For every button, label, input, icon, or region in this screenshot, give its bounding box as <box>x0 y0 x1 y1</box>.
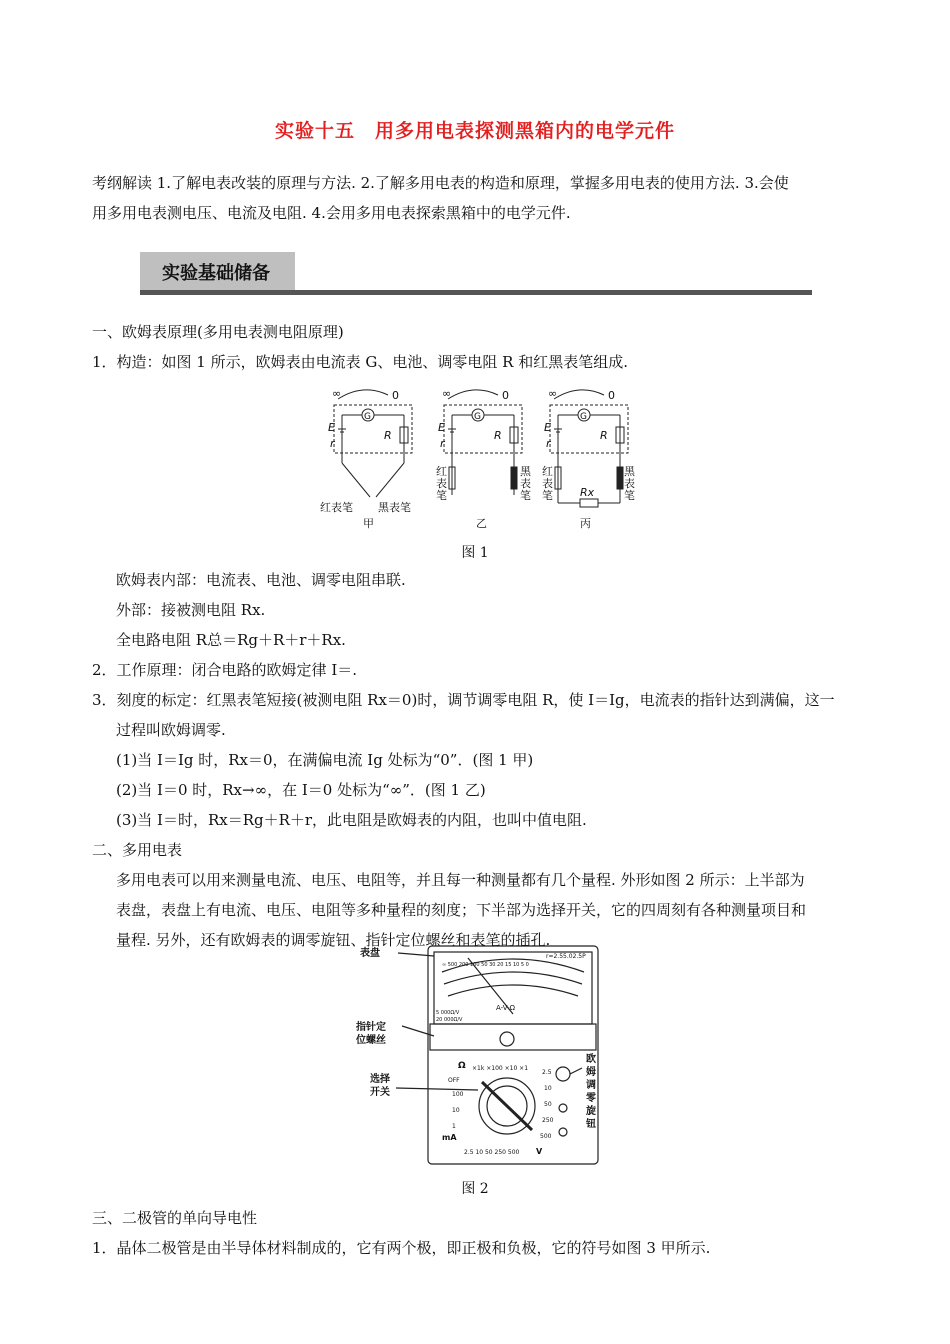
fig1-black-v-b3: 笔 <box>520 489 531 502</box>
fig1-black-v-c2: 表 <box>624 477 635 490</box>
sec1-item1: 1．构造：如图 1 所示，欧姆表由电流表 G、电池、调零电阻 R 和红黑表笔组成. <box>92 353 628 371</box>
intro-line-2: 用多用电表测电压、电流及电阻. 4.会用多用电表探索黑箱中的电学元件. <box>92 204 571 222</box>
fig2-ma-100: 100 <box>452 1091 464 1098</box>
fig2-model: r=2.55.02.5P <box>546 953 586 960</box>
sec1-body <box>116 565 886 655</box>
sec2-heading: 二、多用电表 <box>92 841 183 859</box>
sec3-heading: 三、二极管的单向导电性 <box>92 1209 258 1227</box>
fig2-pointer-label-2: 位螺丝 <box>356 1035 386 1046</box>
fig2-knob-label-1: 欧 <box>586 1054 596 1065</box>
fig1-zero-a: 0 <box>392 389 399 402</box>
fig1-g-c: G <box>580 412 587 422</box>
fig1-inf-b: ∞ <box>442 387 452 400</box>
sec1-sub3: (3)当 I＝时，Rx＝Rg＋R＋r，此电阻是欧姆表的内阻，也叫中值电阻. <box>116 811 587 829</box>
fig2-v-250: 250 <box>542 1117 554 1124</box>
fig2-ma: mA <box>442 1133 457 1142</box>
fig1-r-b: r <box>440 437 445 450</box>
fig1-red-v-c2: 表 <box>542 477 553 490</box>
fig2-scale-top: ∞ 500 200 100 50 30 20 15 10 5 0 <box>442 962 529 968</box>
fig2-v-bottom: 2.5 10 50 250 500 <box>464 1149 520 1156</box>
fig1-red-v-b2: 表 <box>436 477 447 490</box>
circuit-yi <box>444 390 522 495</box>
fig2-ohm-ranges: ×1k ×100 ×10 ×1 <box>472 1065 529 1072</box>
fig1-black-v-c1: 黑 <box>624 465 635 478</box>
fig1-g-b: G <box>474 412 481 422</box>
fig1-label-a: 甲 <box>363 517 374 530</box>
fig1-label-b: 乙 <box>476 517 487 530</box>
sec1-heading: 一、欧姆表原理(多用电表测电阻原理) <box>92 323 344 341</box>
fig2-knob-label-3: 调 <box>586 1080 596 1091</box>
sec1-item3b: 过程叫欧姆调零. <box>116 721 226 739</box>
fig2-knob-label-4: 零 <box>586 1093 596 1104</box>
fig1-black-v-b2: 表 <box>520 477 531 490</box>
fig1-r-c: r <box>546 437 551 450</box>
sec2-p2: 表盘，表盘上有电流、电压、电阻等多种量程的刻度；下半部为选择开关，它的四周刻有各种测量项目和 <box>116 901 807 919</box>
fig2-knob-label-6: 钮 <box>586 1119 596 1130</box>
fig1-caption: 图 1 <box>461 545 489 561</box>
fig2-spec-2: 20 000Ω/V <box>436 1017 463 1023</box>
circuit-jia <box>334 390 412 497</box>
fig2-omega: Ω <box>458 1061 466 1071</box>
ohm-zero-knob[interactable] <box>556 1067 570 1081</box>
fig1-e-a: E <box>328 421 335 434</box>
fig1-inf-a: ∞ <box>332 387 342 400</box>
sec2-p3: 量程. 另外，还有欧姆表的调零旋钮、指针定位螺丝和表笔的插孔. <box>116 931 551 949</box>
sec3-item1: 1．晶体二极管是由半导体材料制成的，它有两个极，即正极和负极，它的符号如图 3 甲所示. <box>92 1239 711 1257</box>
fig2-v-500: 500 <box>540 1133 552 1140</box>
fig1-zero-c: 0 <box>608 389 615 402</box>
fig1-g-a: G <box>364 412 371 422</box>
fig1-r-a: r <box>330 437 335 450</box>
fig2-v: V <box>536 1147 543 1156</box>
fig1-rr-c: R <box>600 429 608 442</box>
fig2-caption: 图 2 <box>461 1181 489 1197</box>
fig1-e-b: E <box>438 421 445 434</box>
fig1-rr-b: R <box>494 429 502 442</box>
fig1-zero-b: 0 <box>502 389 509 402</box>
fig2-dial-mark: A-V-Ω <box>496 1004 516 1012</box>
fig2-v-10: 10 <box>544 1085 552 1092</box>
sec1-inner: 欧姆表内部：电流表、电池、调零电阻串联. <box>116 571 406 589</box>
sec2-p1: 多用电表可以用来测量电流、电压、电阻等，并且每一种测量都有几个量程. 外形如图 2 所示：上半部为 <box>116 871 805 889</box>
sec1-items <box>92 655 862 955</box>
banner-title: 实验基础储备 <box>162 263 270 284</box>
intro-line-1: 考纲解读 1.了解电表改装的原理与方法. 2.了解多用电表的构造和原理，掌握多用电表的使用方法. 3.会使 <box>92 174 789 192</box>
fig2-dial-label: 表盘 <box>360 948 380 959</box>
figure-1-circuits <box>318 385 638 535</box>
intro-paragraph <box>92 168 862 228</box>
fig2-pointer-label-1: 指针定 <box>356 1022 386 1033</box>
multimeter-body <box>428 946 598 1164</box>
jack-plus[interactable] <box>559 1104 567 1112</box>
fig1-red-v-c1: 红 <box>542 465 553 478</box>
fig2-spec-1: 5 000Ω/V <box>436 1010 460 1016</box>
section-banner <box>140 252 812 296</box>
fig1-red-v-b1: 红 <box>436 465 447 478</box>
fig2-v-25: 2.5 <box>542 1069 552 1076</box>
sec1-item3a: 3．刻度的标定：红黑表笔短接(被测电阻 Rx＝0)时，调节调零电阻 R，使 I＝Ig，电流表的指针达到满偏，这一 <box>92 691 835 709</box>
fig2-knob-label-5: 旋 <box>586 1106 596 1117</box>
figure-2-multimeter <box>350 942 610 1168</box>
fig2-knob-label-2: 姆 <box>586 1067 596 1078</box>
sec1-item2: 2．工作原理：闭合电路的欧姆定律 I＝. <box>92 661 358 679</box>
fig1-red-v-c3: 笔 <box>542 489 553 502</box>
fig2-selector-label-1: 选择 <box>370 1074 390 1085</box>
section-3 <box>92 1203 862 1263</box>
fig1-label-c: 丙 <box>580 517 591 530</box>
fig1-e-c: E <box>544 421 551 434</box>
fig2-ma-1: 1 <box>452 1123 456 1130</box>
sec1-outer: 外部：接被测电阻 Rx. <box>116 601 266 619</box>
fig2-v-50: 50 <box>544 1101 552 1108</box>
fig1-red-pen: 红表笔 <box>320 501 353 514</box>
fig1-black-v-c3: 笔 <box>624 489 635 502</box>
sec1-sub2: (2)当 I＝0 时，Rx→∞，在 I＝0 处标为“∞”．(图 1 乙) <box>116 781 486 799</box>
sec1-total: 全电路电阻 R总＝Rg＋R＋r＋Rx. <box>116 631 346 649</box>
pointer-screw <box>500 1032 514 1046</box>
fig1-black-pen: 黑表笔 <box>378 501 411 514</box>
jack-minus[interactable] <box>559 1128 567 1136</box>
fig1-rx: Rx <box>580 486 595 499</box>
section-1-top <box>92 317 862 377</box>
fig2-off: OFF <box>448 1077 460 1084</box>
fig1-inf-c: ∞ <box>548 387 558 400</box>
fig2-selector-label-2: 开关 <box>370 1087 390 1098</box>
fig1-red-v-b3: 笔 <box>436 489 447 502</box>
sec1-sub1: (1)当 I＝Ig 时，Rx＝0，在满偏电流 Ig 处标为“0”．(图 1 甲) <box>116 751 534 769</box>
fig1-rr-a: R <box>384 429 392 442</box>
fig2-ma-10: 10 <box>452 1107 460 1114</box>
fig1-black-v-b1: 黑 <box>520 465 531 478</box>
page-title: 实验十五 用多用电表探测黑箱内的电学元件 <box>274 120 675 142</box>
